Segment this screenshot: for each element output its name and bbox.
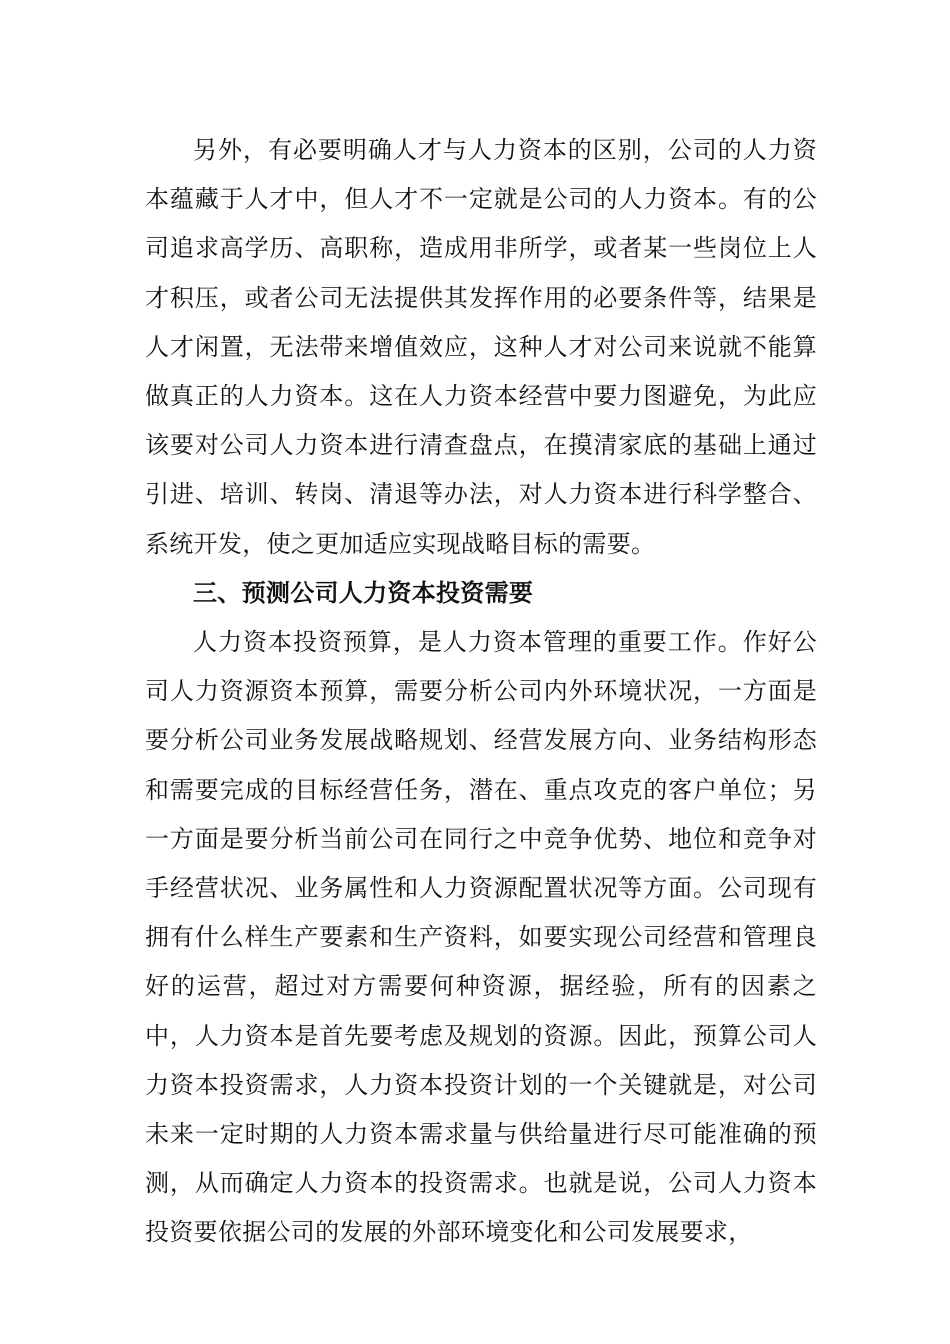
document-body [145, 126, 817, 1258]
section-heading: 三、预测公司人力资本投资需要 [193, 578, 534, 607]
paragraph-talent-vs-human-capital: 另外，有必要明确人才与人力资本的区别，公司的人力资本蕴藏于人才中，但人才不一定就是公司的人力资本。有的公司追求高学历、高职称，造成用非所学，或者某一些岗位上人才积压，或者公司无法提供其发挥作用的必要条件等，结果是人才闲置，无法带来增值效应，这种人才对公司来说就不能算做真正的人力资本。这在人力资本经营中要力图避免，为此应该要对公司人力资本进行清查盘点，在摸清家底的基础上通过引进、培训、转岗、清退等办法，对人力资本进行科学整合、系统开发，使之更加适应实现战略目标的需要。 [145, 136, 817, 558]
paragraph-investment-budget: 人力资本投资预算，是人力资本管理的重要工作。作好公司人力资源资本预算，需要分析公司内外环境状况，一方面是要分析公司业务发展战略规划、经营发展方向、业务结构形态和需要完成的目标经营任务，潜在、重点攻克的客户单位；另一方面是要分析当前公司在同行之中竞争优势、地位和竞争对手经营状况、业务属性和人力资源配置状况等方面。公司现有拥有什么样生产要素和生产资料，如要实现公司经营和管理良好的运营，超过对方需要何种资源，据经验，所有的因素之中，人力资本是首先要考虑及规划的资源。因此，预算公司人力资本投资需求，人力资本投资计划的一个关键就是，对公司未来一定时期的人力资本需求量与供给量进行尽可能准确的预测，从而确定人力资本的投资需求。也就是说，公司人力资本投资要依据公司的发展的外部环境变化和公司发展要求， [145, 628, 817, 1247]
